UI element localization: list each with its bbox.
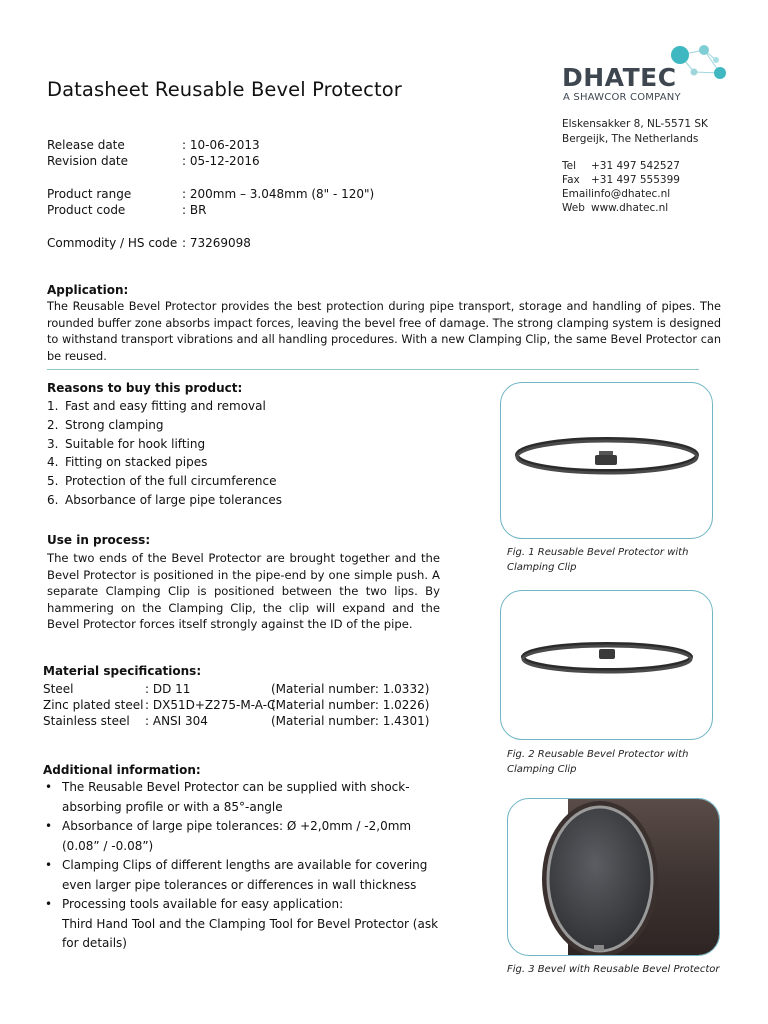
list-text: Third Hand Tool and the Clamping Tool for Bevel Protector (ask <box>62 916 439 931</box>
web-link[interactable]: www.dhatec.nl <box>591 202 669 214</box>
material-name: Steel <box>43 682 74 696</box>
figure-3-caption: Fig. 3 Bevel with Reusable Bevel Protector <box>507 964 720 975</box>
contact-fax <box>562 174 680 187</box>
fax-label: Fax <box>562 174 580 186</box>
list-number: 6. <box>47 492 59 507</box>
hs-code-label: Commodity / HS code <box>47 236 178 250</box>
material-name: Stainless steel <box>43 714 130 728</box>
material-grade: : DX51D+Z275-M-A-C <box>145 698 276 712</box>
brand-name: DHATEC <box>562 63 677 92</box>
tel-label: Tel <box>562 160 577 172</box>
product-range-value: : 200mm – 3.048mm (8" - 120") <box>182 187 375 201</box>
list-text: Processing tools available for easy application: <box>62 897 344 911</box>
list-text: Suitable for hook lifting <box>65 436 206 451</box>
list-text: Absorbance of large pipe tolerances: Ø +2,0mm / -2,0mm <box>62 819 412 833</box>
figure-1-frame <box>500 382 713 539</box>
figure-1-caption <box>507 545 688 575</box>
caption-line: Fig. 2 Reusable Bevel Protector with <box>507 749 689 760</box>
list-number: 3. <box>47 436 59 451</box>
bevel-protector-clip-image <box>501 383 713 539</box>
list-number: 2. <box>47 417 59 432</box>
section-divider <box>47 369 699 370</box>
application-heading: Application: <box>47 283 129 297</box>
release-date-value: : 10-06-2013 <box>182 138 260 152</box>
caption-line: Clamping Clip <box>507 764 577 775</box>
material-number: (Material number: 1.0332) <box>271 682 430 696</box>
product-code-label: Product code <box>47 203 126 217</box>
web-label: Web <box>562 202 585 214</box>
list-item <box>43 817 440 856</box>
bullet-icon: • <box>45 780 53 794</box>
material-number: (Material number: 1.0226) <box>271 698 430 712</box>
bullet-icon: • <box>45 819 53 833</box>
figure-2-frame <box>500 590 713 740</box>
list-text: absorbing profile or with a 85°-angle <box>62 799 283 814</box>
list-item <box>47 491 282 510</box>
process-heading: Use in process: <box>47 533 151 547</box>
caption-line: Clamping Clip <box>507 562 577 573</box>
list-item <box>43 778 440 817</box>
fax-value: +31 497 555399 <box>591 174 680 186</box>
list-item <box>47 416 282 435</box>
list-item <box>47 397 282 416</box>
list-text: (0.08” / -0.08”) <box>62 838 154 853</box>
material-grade: : DD 11 <box>145 682 191 696</box>
contact-tel <box>562 160 680 173</box>
address-line-1: Elskensakker 8, NL-5571 SK <box>562 118 708 130</box>
list-text: Strong clamping <box>65 417 164 432</box>
list-number: 1. <box>47 399 59 413</box>
list-item <box>47 435 282 454</box>
materials-heading: Material specifications: <box>43 664 202 678</box>
list-number: 5. <box>47 474 59 489</box>
bullet-icon: • <box>45 858 53 872</box>
hs-code-value: : 73269098 <box>182 236 251 250</box>
page-title: Datasheet Reusable Bevel Protector <box>47 78 402 101</box>
list-text: Protection of the full circumference <box>65 474 277 489</box>
release-date-label: Release date <box>47 138 125 152</box>
reasons-heading: Reasons to buy this product: <box>47 381 243 395</box>
list-text: Absorbance of large pipe tolerances <box>65 492 282 507</box>
material-number: (Material number: 1.4301) <box>271 714 430 728</box>
list-text: Fast and easy fitting and removal <box>65 399 266 413</box>
product-range-label: Product range <box>47 187 132 201</box>
list-item <box>43 856 440 895</box>
additional-heading: Additional information: <box>43 763 201 777</box>
email-link[interactable]: info@dhatec.nl <box>591 188 671 200</box>
material-name: Zinc plated steel <box>43 698 144 712</box>
material-grade: : ANSI 304 <box>145 714 208 728</box>
list-text: Fitting on stacked pipes <box>65 455 208 470</box>
list-item <box>43 895 440 954</box>
tel-value: +31 497 542527 <box>591 160 680 172</box>
product-code-value: : BR <box>182 203 207 217</box>
revision-date-label: Revision date <box>47 154 129 168</box>
bevel-protector-clip-image <box>501 591 713 740</box>
bullet-icon: • <box>45 897 53 911</box>
list-text: even larger pipe tolerances or differences in wall thickness <box>62 877 417 892</box>
process-text: The two ends of the Bevel Protector are brought together and the Bevel Protector is positioned in the pipe-end by one simple push. A separate Clamping Clip is positioned between the two lips. By hammering on the Clamping Clip, the clip will expand and the Bevel Protector forces itself strongly against the ID of the pipe. <box>47 551 440 631</box>
brand-subtitle: A SHAWCOR COMPANY <box>563 92 681 103</box>
list-text: The Reusable Bevel Protector can be supplied with shock- <box>62 780 410 794</box>
pipe-with-bevel-protector-image <box>508 799 720 956</box>
figure-3-frame <box>507 798 720 956</box>
address-line-2: Bergeijk, The Netherlands <box>562 133 699 145</box>
email-label: Email <box>562 188 592 200</box>
contact-email <box>562 188 670 201</box>
additional-list <box>43 778 440 954</box>
list-number: 4. <box>47 455 59 470</box>
application-text: The Reusable Bevel Protector provides the best protection during pipe transport, storage and handling of pipes. The rounded buffer zone absorbs impact forces, leaving the bevel free of damage. The strong clamping system is designed to withstand transport vibrations and all handling procedures. With a new Clamping Clip, the same Bevel Protector can be reused. <box>47 300 721 363</box>
reasons-list <box>47 397 282 510</box>
list-text: Clamping Clips of different lengths are available for covering <box>62 858 428 872</box>
contact-web <box>562 202 668 215</box>
caption-line: Fig. 1 Reusable Bevel Protector with <box>507 547 689 558</box>
revision-date-value: : 05-12-2016 <box>182 154 260 168</box>
list-text: for details) <box>62 936 127 950</box>
list-item <box>47 453 282 472</box>
list-item <box>47 472 282 491</box>
figure-2-caption <box>507 747 688 777</box>
